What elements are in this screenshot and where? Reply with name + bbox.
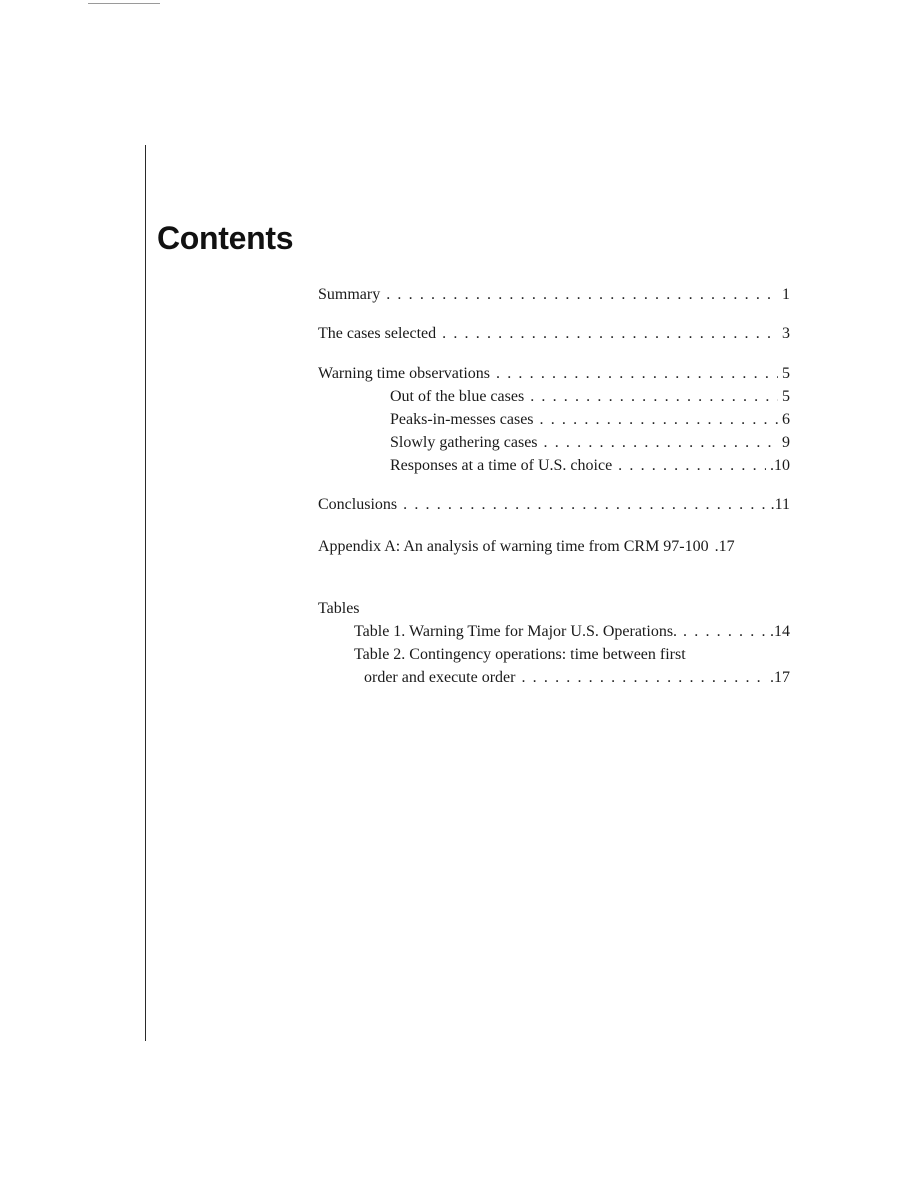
toc-entry-label: The cases selected (318, 325, 437, 342)
toc-entry-page: 3 (782, 325, 790, 342)
toc-entry-page: .17 (714, 538, 735, 555)
toc-entry-page: 1 (782, 286, 790, 303)
tables-heading: Tables (318, 600, 360, 617)
tables-section (318, 597, 790, 689)
dot-leader (386, 283, 778, 306)
toc-entry-page: 5 (782, 365, 790, 382)
toc-entry-label: Responses at a time of U.S. choice (390, 457, 613, 474)
toc-entry-conclusions[interactable] (318, 493, 790, 516)
dot-leader (683, 620, 766, 643)
toc-entry-label: Conclusions (318, 496, 398, 513)
toc-table-2-line-1[interactable] (318, 643, 790, 666)
toc-entry-appendix-a[interactable] (318, 535, 790, 558)
toc-entry-label: Peaks-in-messes cases (390, 411, 534, 428)
toc-subentry-out-of-the-blue[interactable] (318, 385, 790, 408)
toc-entry-page: .17 (770, 669, 790, 686)
toc-entry-label: Warning time observations (318, 365, 491, 382)
toc-entry-page: .11 (770, 496, 790, 513)
table-of-contents (318, 283, 790, 689)
toc-entry-label: Table 1. Warning Time for Major U.S. Operations. (354, 623, 678, 640)
margin-rule (145, 145, 146, 1041)
toc-entry-page: 9 (782, 434, 790, 451)
toc-subentry-slowly-gathering[interactable] (318, 431, 790, 454)
dot-leader (540, 408, 778, 431)
toc-entry-warning-time[interactable] (318, 362, 790, 385)
toc-entry-page: .10 (770, 457, 790, 474)
page-title: Contents (157, 220, 294, 256)
toc-entry-label: Appendix A: An analysis of warning time from CRM 97-100 (318, 538, 709, 555)
dot-leader (530, 385, 778, 408)
toc-subentry-us-choice[interactable] (318, 454, 790, 477)
scan-artifact-line (88, 3, 160, 4)
dot-leader (521, 666, 766, 689)
toc-entry-label: Summary (318, 286, 381, 303)
toc-entry-label: Slowly gathering cases (390, 434, 538, 451)
toc-entry-page: 6 (782, 411, 790, 428)
toc-table-1[interactable] (318, 620, 790, 643)
toc-entry-page: .14 (770, 623, 790, 640)
dot-leader (442, 322, 778, 345)
dot-leader (496, 362, 778, 385)
toc-subentry-peaks-in-messes[interactable] (318, 408, 790, 431)
toc-table-2-line-2[interactable] (318, 666, 790, 689)
toc-entry-label: order and execute order (364, 669, 516, 686)
dot-leader (403, 493, 766, 516)
toc-entry-summary[interactable] (318, 283, 790, 306)
dot-leader (618, 454, 766, 477)
toc-entry-cases-selected[interactable] (318, 322, 790, 345)
toc-entry-label: Table 2. Contingency operations: time between first (354, 646, 686, 663)
toc-entry-page: 5 (782, 388, 790, 405)
toc-entry-label: Out of the blue cases (390, 388, 525, 405)
dot-leader (544, 431, 778, 454)
